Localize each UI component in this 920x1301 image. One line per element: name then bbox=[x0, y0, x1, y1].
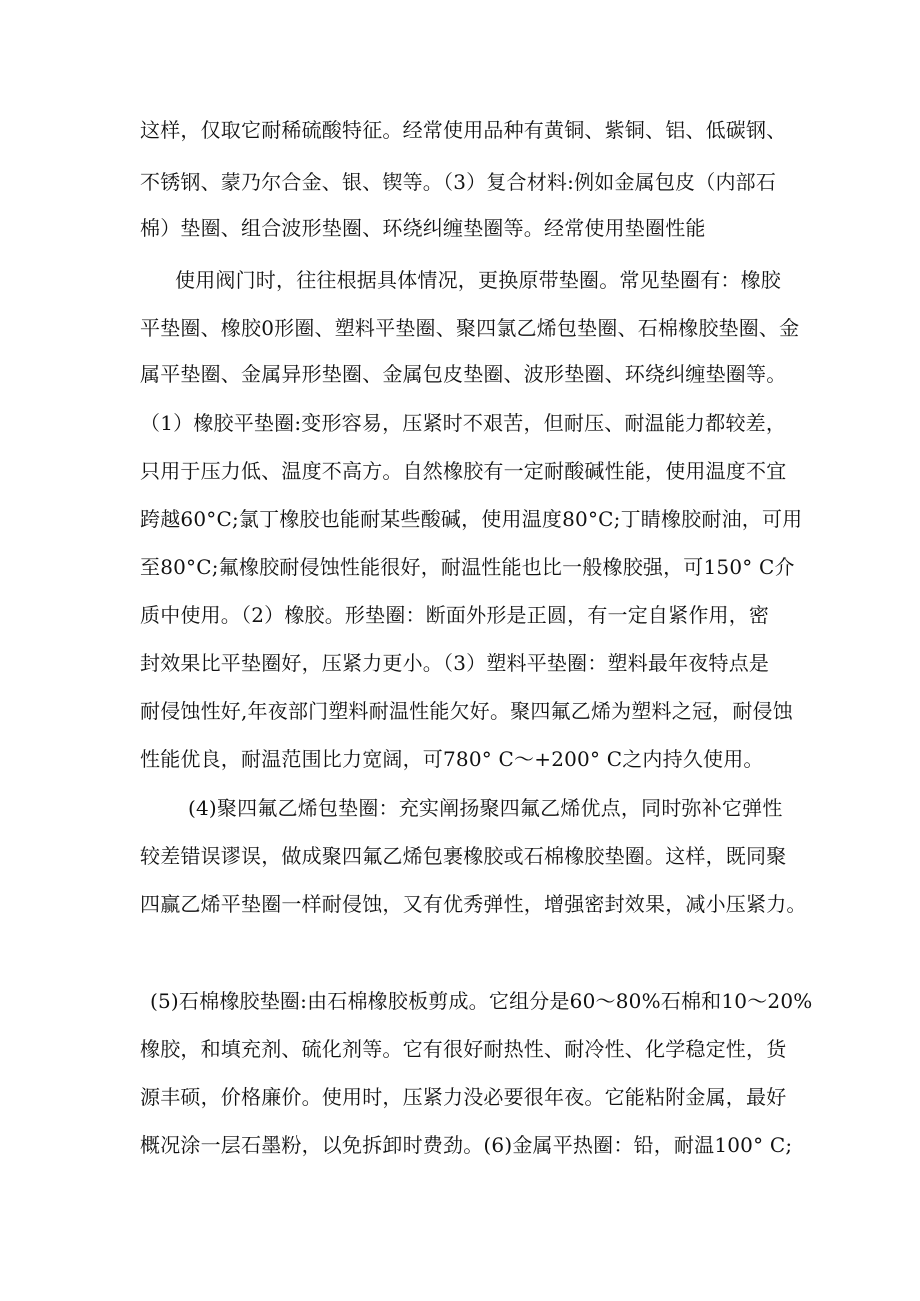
text-line: 较差错误谬误，做成聚四氟乙烯包裹橡胶或石棉橡胶垫圈。这样，既同聚 bbox=[140, 844, 787, 868]
text-line: 使用阀门时，往往根据具体情况，更换原带垫圈。常见垫圈有：橡胶 bbox=[175, 268, 781, 292]
text-line: 棉）垫圈、组合波形垫圈、环绕纠缠垫圈等。经常使用垫圈性能 bbox=[140, 216, 706, 240]
text-line: 源丰硕，价格廉价。使用时，压紧力没必要很年夜。它能粘附金属，最好 bbox=[140, 1085, 787, 1109]
text-line: （1）橡胶平垫圈:变形容易，压紧时不艰苦，但耐压、耐温能力都较差， bbox=[140, 411, 787, 435]
text-line: 平垫圈、橡胶0形圈、塑料平垫圈、聚四氯乙烯包垫圈、石棉橡胶垫圈、金 bbox=[140, 316, 800, 340]
text-line: (4)聚四氟乙烯包垫圈：充实阐扬聚四氟乙烯优点，同时弥补它弹性 bbox=[188, 796, 783, 820]
text-line: 跨越60°C;氯丁橡胶也能耐某些酸碱，使用温度80°C;丁睛橡胶耐油，可用 bbox=[140, 507, 803, 531]
text-line: 不锈钢、蒙乃尔合金、银、锲等。（3）复合材料:例如金属包皮（内部石 bbox=[140, 170, 777, 194]
text-line: 封效果比平垫圈好，压紧力更小。（3）塑料平垫圈：塑料最年夜特点是 bbox=[140, 651, 770, 675]
text-line: 这样，仅取它耐稀硫酸特征。经常使用品种有黄铜、紫铜、铝、低碳钢、 bbox=[140, 118, 787, 142]
text-line: 属平垫圈、金属异形垫圈、金属包皮垫圈、波形垫圈、环绕纠缠垫圈等。 bbox=[140, 362, 787, 386]
text-line: 橡胶，和填充剂、硫化剂等。它有很好耐热性、耐冷性、化学稳定性，货 bbox=[140, 1037, 787, 1061]
text-line: 耐侵蚀性好,年夜部门塑料耐温性能欠好。聚四氟乙烯为塑料之冠，耐侵蚀 bbox=[140, 699, 793, 723]
text-line: 至80°C;氟橡胶耐侵蚀性能很好，耐温性能也比一般橡胶强，可150° C介 bbox=[140, 555, 795, 579]
text-line: 只用于压力低、温度不高方。自然橡胶有一定耐酸碱性能，使用温度不宜 bbox=[140, 459, 787, 483]
text-line: 概况涂一层石墨粉，以免拆卸时费劲。(6)金属平热圈：铅，耐温100° C; bbox=[140, 1133, 793, 1157]
text-line: 四赢乙烯平垫圈一样耐侵蚀，又有优秀弹性，增强密封效果，减小压紧力。 bbox=[140, 892, 807, 916]
text-line: 质中使用。（2）橡胶。形垫圈：断面外形是正圆，有一定自紧作用，密 bbox=[140, 603, 770, 627]
text-line: (5)石棉橡胶垫圈:由石棉橡胶板剪成。它组分是60～80%石棉和10～20% bbox=[150, 989, 813, 1013]
text-line: 性能优良，耐温范围比力宽阔，可780° C～+200° C之内持久使用。 bbox=[140, 747, 764, 771]
